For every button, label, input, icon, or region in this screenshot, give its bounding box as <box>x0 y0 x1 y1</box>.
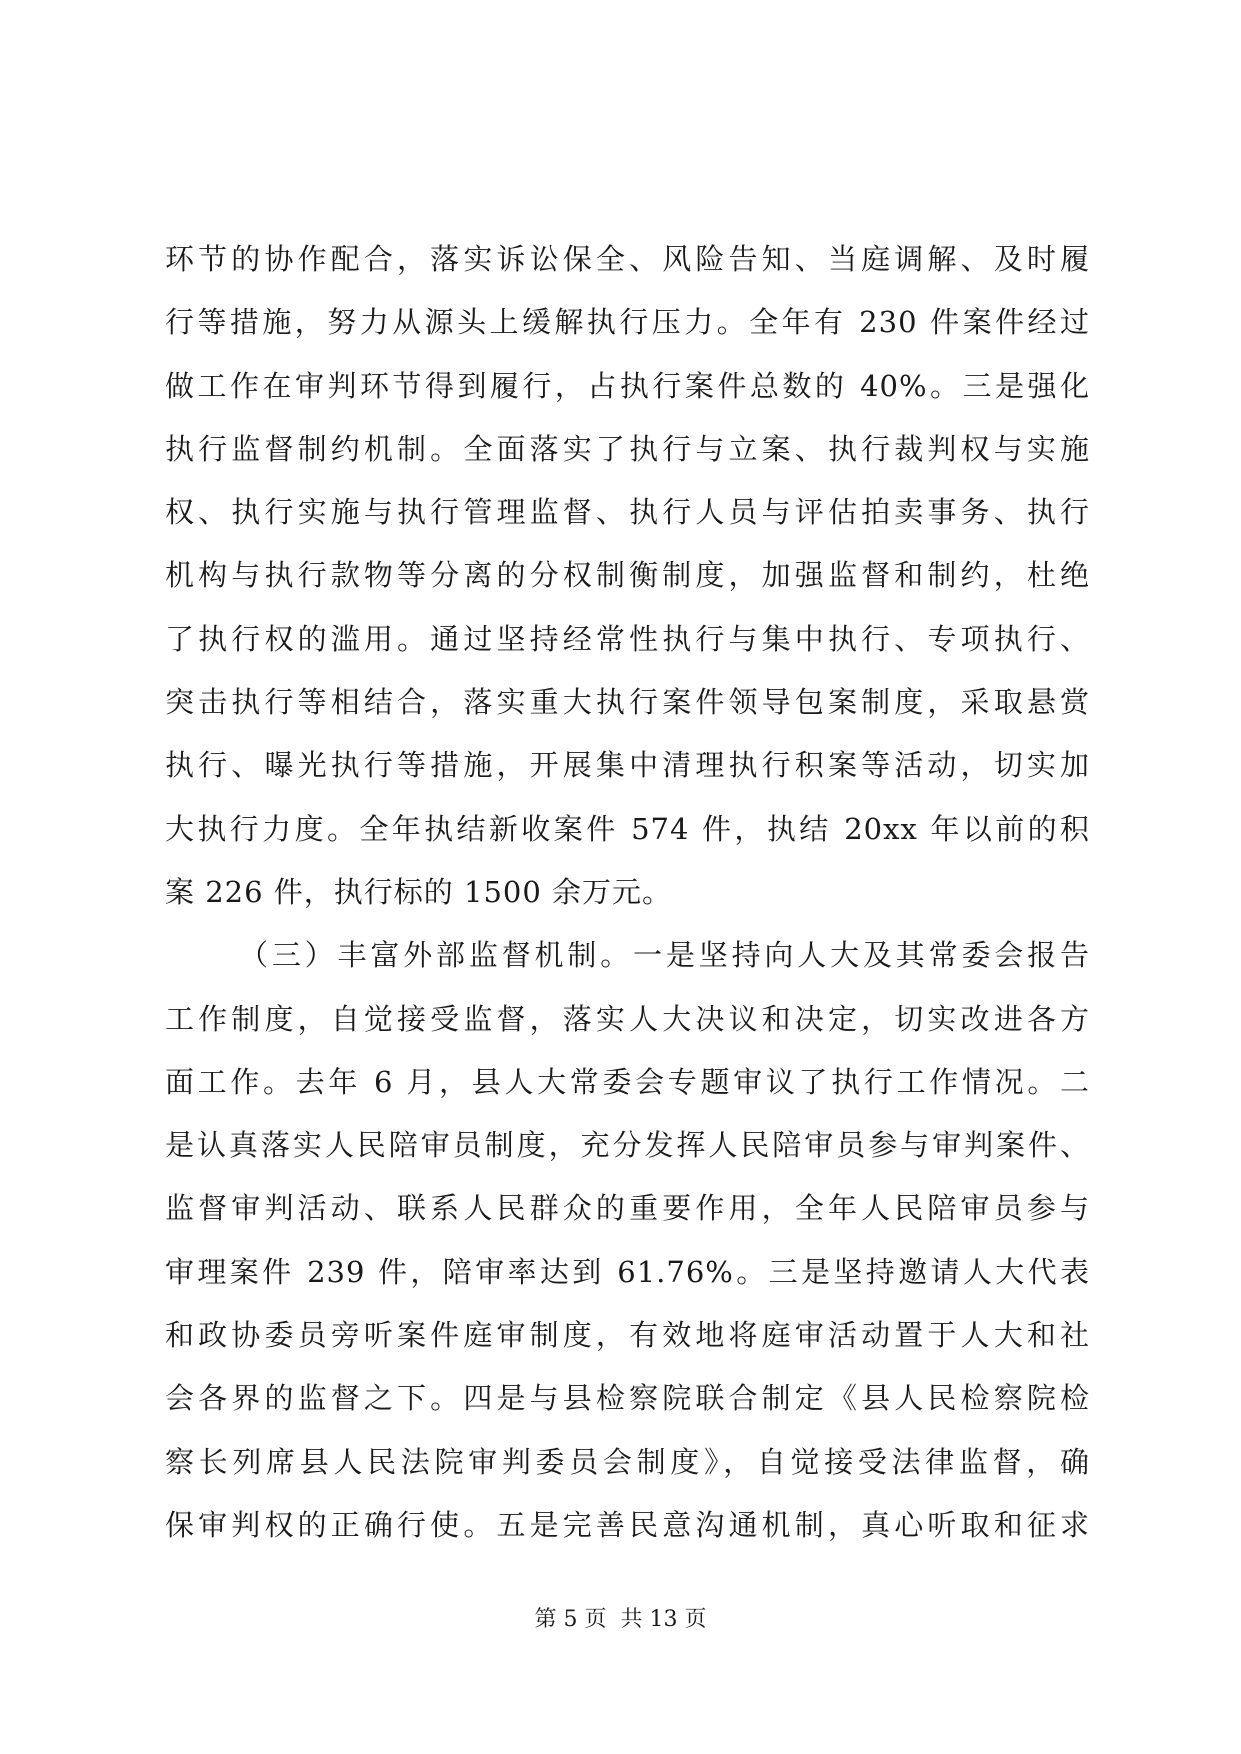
text-line: 突击执行等相结合，落实重大执行案件领导包案制度，采取悬赏 <box>165 685 1090 720</box>
text-line: 执行、曝光执行等措施，开展集中清理执行积案等活动，切实加 <box>165 748 1090 783</box>
text-line: 做工作在审判环节得到履行，占执行案件总数的 40%。三是强化 <box>165 368 1090 403</box>
text-line: 工作制度，自觉接受监督，落实人大决议和决定，切实改进各方 <box>165 1001 1090 1036</box>
text-line: 执行监督制约机制。全面落实了执行与立案、执行裁判权与实施 <box>165 431 1090 466</box>
text-line: 行等措施，努力从源头上缓解执行压力。全年有 230 件案件经过 <box>165 305 1090 340</box>
text-line: 会各界的监督之下。四是与县检察院联合制定《县人民检察院检 <box>165 1381 1090 1416</box>
text-line-paragraph-end: 案 226 件，执行标的 1500 余万元。 <box>165 874 673 909</box>
body-text <box>165 228 1090 1557</box>
text-line: 权、执行实施与执行管理监督、执行人员与评估拍卖事务、执行 <box>165 495 1090 530</box>
text-line: 机构与执行款物等分离的分权制衡制度，加强监督和制约，杜绝 <box>165 558 1090 593</box>
text-line: 和政协委员旁听案件庭审制度，有效地将庭审活动置于人大和社 <box>165 1318 1090 1353</box>
page-footer <box>0 1605 1241 1635</box>
text-line: 保审判权的正确行使。五是完善民意沟通机制，真心听取和征求 <box>165 1507 1090 1542</box>
text-line: 环节的协作配合，落实诉讼保全、风险告知、当庭调解、及时履 <box>165 242 1090 276</box>
text-line-paragraph-start: （三）丰富外部监督机制。一是坚持向人大及其常委会报告 <box>239 938 1090 973</box>
text-line: 了执行权的滥用。通过坚持经常性执行与集中执行、专项执行、 <box>165 621 1090 656</box>
page-number-label: 第 5 页 共 13 页 <box>534 1607 707 1632</box>
text-line: 是认真落实人民陪审员制度，充分发挥人民陪审员参与审判案件、 <box>165 1128 1090 1163</box>
text-line: 大执行力度。全年执结新收案件 574 件，执结 20xx 年以前的积 <box>165 811 1090 846</box>
text-line: 监督审判活动、联系人民群众的重要作用，全年人民陪审员参与 <box>165 1191 1090 1226</box>
text-line: 面工作。去年 6 月，县人大常委会专题审议了执行工作情况。二 <box>165 1064 1090 1099</box>
text-line: 察长列席县人民法院审判委员会制度》，自觉接受法律监督，确 <box>165 1444 1090 1479</box>
text-line: 审理案件 239 件，陪审率达到 61.76%。三是坚持邀请人大代表 <box>165 1254 1090 1289</box>
